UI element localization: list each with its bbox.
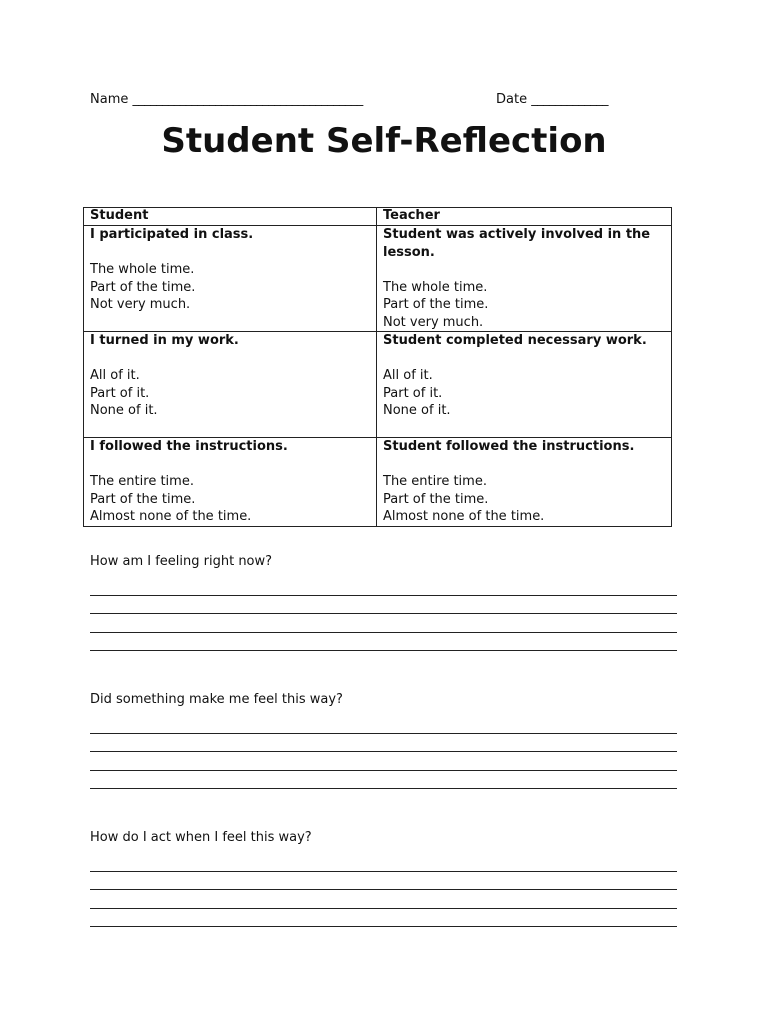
teacher-statement: Student was actively involved in the lesson. [383, 227, 651, 260]
answer-line[interactable] [90, 613, 677, 614]
teacher-option[interactable]: Almost none of the time. [383, 509, 545, 524]
question-actions: How do I act when I feel this way? [90, 830, 312, 845]
answer-line[interactable] [90, 632, 677, 633]
answer-line[interactable] [90, 770, 677, 771]
table-row [84, 332, 672, 438]
student-cell [84, 438, 377, 527]
answer-line[interactable] [90, 595, 677, 596]
student-option[interactable]: The whole time. [90, 262, 195, 277]
page-title: Student Self-Reflection [161, 121, 607, 161]
column-header-student: Student [84, 208, 377, 226]
student-cell [84, 226, 377, 332]
teacher-statement: Student followed the instructions. [383, 439, 635, 454]
date-label: Date [496, 92, 528, 107]
answer-line[interactable] [90, 889, 677, 890]
teacher-cell [377, 438, 672, 527]
student-cell [84, 332, 377, 438]
answer-line[interactable] [90, 751, 677, 752]
student-option[interactable]: All of it. [90, 368, 140, 383]
student-option[interactable]: Part of it. [90, 385, 150, 401]
header-line [90, 92, 690, 110]
student-statement: I followed the instructions. [90, 439, 288, 454]
teacher-option[interactable]: Part of the time. [383, 297, 489, 312]
name-blank: _______________________________________ [132, 92, 363, 107]
teacher-option[interactable]: None of it. [383, 403, 451, 418]
teacher-statement: Student completed necessary work. [383, 333, 647, 348]
table-row [84, 226, 672, 332]
student-statement: I participated in class. [90, 227, 254, 242]
date-field[interactable] [496, 92, 608, 107]
student-option[interactable]: Almost none of the time. [90, 509, 252, 524]
teacher-option[interactable]: Part of it. [383, 385, 443, 401]
question-feeling-now: How am I feeling right now? [90, 554, 273, 569]
table-header-row [84, 208, 672, 226]
column-header-teacher: Teacher [377, 208, 672, 226]
teacher-option[interactable]: The entire time. [383, 474, 487, 489]
answer-line[interactable] [90, 733, 677, 734]
student-option[interactable]: Part of the time. [90, 491, 196, 507]
teacher-option[interactable]: Not very much. [383, 314, 484, 330]
answer-line[interactable] [90, 650, 677, 651]
student-option[interactable]: Not very much. [90, 297, 191, 312]
student-option[interactable]: None of it. [90, 403, 158, 418]
table-row [84, 438, 672, 527]
reflection-table [83, 207, 672, 527]
teacher-option[interactable]: The whole time. [383, 279, 488, 295]
answer-line[interactable] [90, 788, 677, 789]
teacher-cell [377, 226, 672, 332]
student-option[interactable]: The entire time. [90, 474, 194, 489]
answer-line[interactable] [90, 908, 677, 909]
student-option[interactable]: Part of the time. [90, 279, 196, 295]
teacher-cell [377, 332, 672, 438]
name-label: Name [90, 92, 129, 107]
name-field[interactable] [90, 92, 363, 107]
question-cause: Did something make me feel this way? [90, 692, 343, 707]
date-blank: _____________ [531, 92, 608, 107]
teacher-option[interactable]: Part of the time. [383, 491, 489, 507]
teacher-option[interactable]: All of it. [383, 368, 433, 383]
answer-line[interactable] [90, 871, 677, 872]
answer-line[interactable] [90, 926, 677, 927]
student-statement: I turned in my work. [90, 333, 239, 348]
